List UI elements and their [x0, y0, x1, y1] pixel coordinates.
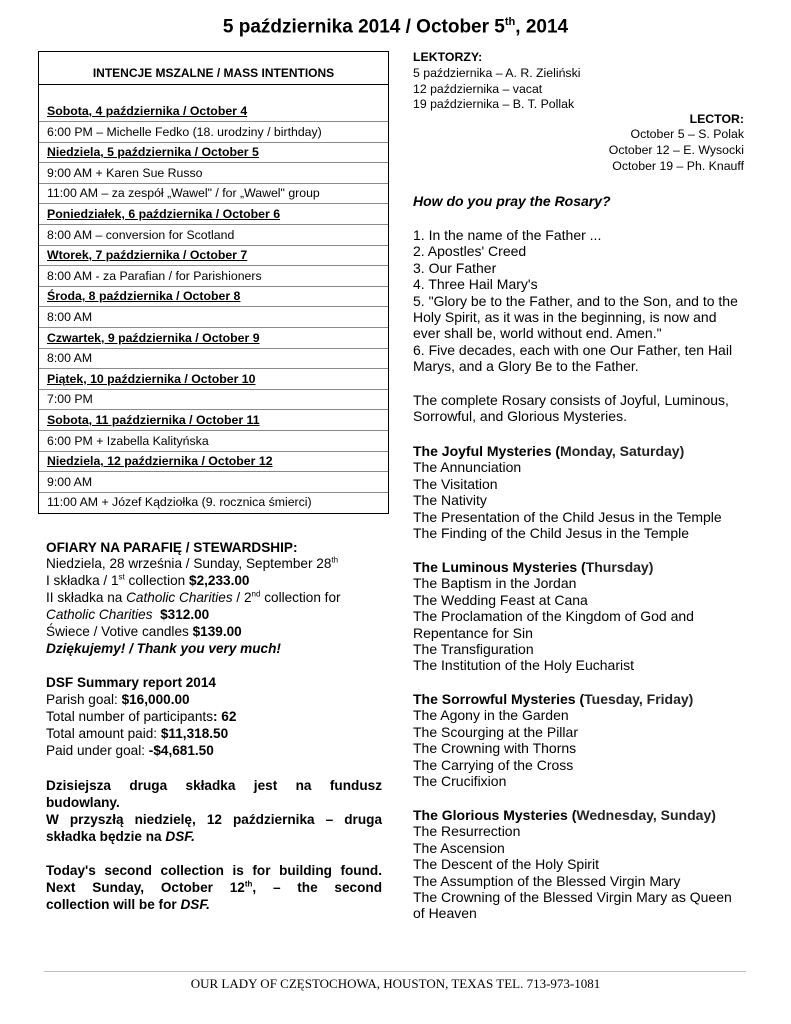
- note-en-line: collection will be for DSF.: [46, 897, 210, 912]
- row-divider: [39, 121, 388, 122]
- mystery-item: The Transfiguration: [413, 641, 534, 657]
- lektorzy-heading: LEKTORZY:: [413, 50, 483, 64]
- mass-intention: 9:00 AM + Karen Sue Russo: [47, 165, 203, 180]
- mass-day-heading: Sobota, 11 października / October 11: [47, 413, 260, 427]
- divider: [39, 84, 388, 85]
- mystery-item: The Crowning of the Blessed Virgin Mary as Queen: [413, 889, 732, 905]
- mystery-item: The Crowning with Thorns: [413, 740, 577, 757]
- lektorzy-item: 19 października – B. T. Pollak: [413, 97, 575, 111]
- rosary-step: 3. Our Father: [413, 259, 497, 276]
- row-divider: [39, 265, 388, 266]
- dsf-heading: DSF Summary report 2014: [46, 675, 216, 690]
- row-divider: [39, 327, 388, 328]
- rosary-step: ever shall be, world without end. Amen.": [413, 325, 662, 342]
- first-collection: I składka / 1st collection $2,233.00: [46, 572, 250, 588]
- note-pl-line: Dzisiejsza druga składka jest na fundusz: [46, 778, 382, 793]
- mass-intention: 11:00 AM + Józef Kądziołka (9. rocznica śmierci): [47, 495, 312, 510]
- row-divider: [39, 368, 388, 369]
- mass-intention: 8:00 AM: [47, 310, 93, 324]
- row-divider: [39, 451, 388, 452]
- rosary-complete-line: Sorrowful, and Glorious Mysteries.: [413, 408, 627, 425]
- lector-item: October 19 – Ph. Knauff: [612, 159, 744, 173]
- page-title: 5 października 2014 / October 5th, 2014: [222, 16, 569, 38]
- mystery-days: Wednesday, Sunday): [576, 807, 716, 823]
- votive-candles: Świece / Votive candles $139.00: [46, 624, 242, 639]
- row-divider: [39, 162, 388, 163]
- row-divider: [39, 286, 388, 287]
- lector-item: October 12 – E. Wysocki: [608, 143, 744, 157]
- rosary-step: 4. Three Hail Mary's: [413, 276, 538, 293]
- note-pl-line: budowlany.: [46, 795, 120, 810]
- mass-intention: 11:00 AM – za zespół „Wawel" / for „Wawel" group: [47, 186, 320, 201]
- dsf-paid: Total amount paid: $11,318.50: [46, 726, 229, 741]
- lector-heading: LECTOR:: [689, 112, 744, 126]
- mystery-item: The Proclamation of the Kingdom of God and: [413, 608, 694, 625]
- joyful-mysteries-heading: [413, 443, 684, 459]
- mystery-name: The Joyful Mysteries (: [413, 443, 561, 459]
- mystery-item: The Baptism in the Jordan: [413, 575, 577, 592]
- mystery-item: of Heaven: [413, 905, 477, 922]
- mystery-item: The Ascension: [413, 839, 505, 856]
- row-divider: [39, 389, 388, 390]
- row-divider: [39, 348, 388, 349]
- mystery-name: The Luminous Mysteries (: [413, 559, 586, 575]
- mass-intentions-box: [38, 51, 389, 514]
- mystery-item: The Institution of the Holy Eucharist: [413, 657, 634, 674]
- mystery-item: The Scourging at the Pillar: [413, 723, 578, 740]
- rosary-step: 6. Five decades, each with one Our Father, ten Hail: [413, 341, 733, 358]
- mystery-name: The Sorrowful Mysteries (: [413, 691, 585, 707]
- dsf-participants: Total number of participants: 62: [46, 709, 237, 724]
- sorrowful-mysteries-heading: [413, 691, 693, 707]
- mystery-item: The Visitation: [413, 475, 498, 492]
- stewardship-heading: OFIARY NA PARAFIĘ / STEWARDSHIP:: [46, 540, 298, 555]
- mystery-item: The Finding of the Child Jesus in the Temple: [413, 525, 690, 541]
- mass-day-heading: Piątek, 10 października / October 10: [47, 371, 256, 386]
- rosary-complete-line: The complete Rosary consists of Joyful, Luminous,: [413, 392, 729, 408]
- rosary-step: 1. In the name of the Father ...: [413, 227, 602, 243]
- row-divider: [39, 142, 388, 143]
- row-divider: [39, 492, 388, 493]
- rosary-step: 2. Apostles' Creed: [413, 243, 527, 260]
- mass-day-heading: Poniedziałek, 6 października / October 6: [47, 207, 281, 221]
- mystery-days: Thursday): [585, 559, 654, 575]
- mass-day-heading: Czwartek, 9 października / October 9: [47, 330, 260, 345]
- row-divider: [39, 224, 388, 225]
- mystery-item: The Wedding Feast at Cana: [413, 591, 588, 608]
- mass-intention: 6:00 PM – Michelle Fedko (18. urodziny / birthday): [47, 124, 322, 139]
- mystery-name: The Glorious Mysteries (: [413, 807, 577, 823]
- rosary-question: How do you pray the Rosary?: [413, 193, 611, 209]
- stewardship-date: Niedziela, 28 września / Sunday, September 28th: [46, 555, 339, 571]
- mass-intentions-heading: INTENCJE MSZALNE / MASS INTENTIONS: [92, 66, 335, 80]
- note-pl-line: W przyszłą niedzielę, 12 października – druga: [46, 812, 382, 827]
- mystery-item: The Presentation of the Child Jesus in the Temple: [413, 508, 722, 525]
- note-pl-line: składka będzie na DSF.: [46, 829, 195, 844]
- lektorzy-item: 12 października – vacat: [413, 82, 543, 96]
- mass-intention: 7:00 PM: [47, 392, 93, 407]
- mystery-item: The Descent of the Holy Spirit: [413, 856, 599, 873]
- mystery-item: The Annunciation: [413, 459, 522, 476]
- mystery-days: Tuesday, Friday): [584, 691, 694, 707]
- rosary-step: Holy Spirit, as it was in the beginning, is now and: [413, 309, 717, 325]
- note-en-line: Next Sunday, October 12th, – the second: [46, 879, 382, 895]
- dsf-goal: Parish goal: $16,000.00: [46, 692, 190, 707]
- mass-intention: 8:00 AM: [47, 351, 93, 366]
- mystery-item: The Carrying of the Cross: [413, 756, 574, 773]
- mystery-item: Repentance for Sin: [413, 624, 533, 641]
- mass-day-heading: Niedziela, 12 października / October 12: [47, 454, 273, 469]
- glorious-mysteries-heading: [413, 807, 716, 823]
- footer: OUR LADY OF CZĘSTOCHOWA, HOUSTON, TEXAS TEL. 713-973-1081: [190, 976, 601, 991]
- second-collection-amount: Catholic Charities $312.00: [46, 607, 210, 622]
- lector-item: October 5 – S. Polak: [630, 127, 744, 141]
- mass-intention: 8:00 AM – conversion for Scotland: [47, 227, 235, 242]
- mass-day-heading: Sobota, 4 października / October 4: [47, 104, 248, 118]
- mystery-item: The Agony in the Garden: [413, 707, 569, 724]
- footer-divider: [44, 971, 746, 972]
- row-divider: [39, 409, 388, 410]
- mystery-item: The Assumption of the Blessed Virgin Mary: [413, 872, 681, 889]
- row-divider: [39, 306, 388, 307]
- thank-you: Dziękujemy! / Thank you very much!: [46, 641, 281, 656]
- mass-day-heading: Środa, 8 października / October 8: [47, 289, 241, 304]
- mass-day-heading: Wtorek, 7 października / October 7: [47, 248, 248, 263]
- mass-intention: 6:00 PM + Izabella Kalityńska: [47, 433, 209, 448]
- mass-intention: 8:00 AM - za Parafian / for Parishioners: [47, 268, 262, 283]
- luminous-mysteries-heading: [413, 559, 653, 575]
- note-en-line: Today's second collection is for building found.: [46, 863, 382, 878]
- row-divider: [39, 203, 388, 204]
- mystery-item: The Resurrection: [413, 823, 521, 840]
- rosary-step: Marys, and a Glory Be to the Father.: [413, 358, 639, 375]
- row-divider: [39, 245, 388, 246]
- mass-day-heading: Niedziela, 5 października / October 5: [47, 145, 259, 160]
- row-divider: [39, 430, 388, 431]
- mass-intention: 9:00 AM: [47, 474, 93, 489]
- mystery-item: The Crucifixion: [413, 773, 507, 789]
- rosary-step: 5. "Glory be to the Father, and to the Son, and to the: [413, 292, 738, 309]
- row-divider: [39, 471, 388, 472]
- mystery-days: Monday, Saturday): [560, 443, 685, 459]
- mystery-item: The Nativity: [413, 492, 487, 509]
- row-divider: [39, 183, 388, 184]
- second-collection: II składka na Catholic Charities / 2nd collection for: [46, 589, 341, 605]
- dsf-under-goal: Paid under goal: -$4,681.50: [46, 743, 214, 758]
- lektorzy-item: 5 października – A. R. Zieliński: [413, 66, 581, 80]
